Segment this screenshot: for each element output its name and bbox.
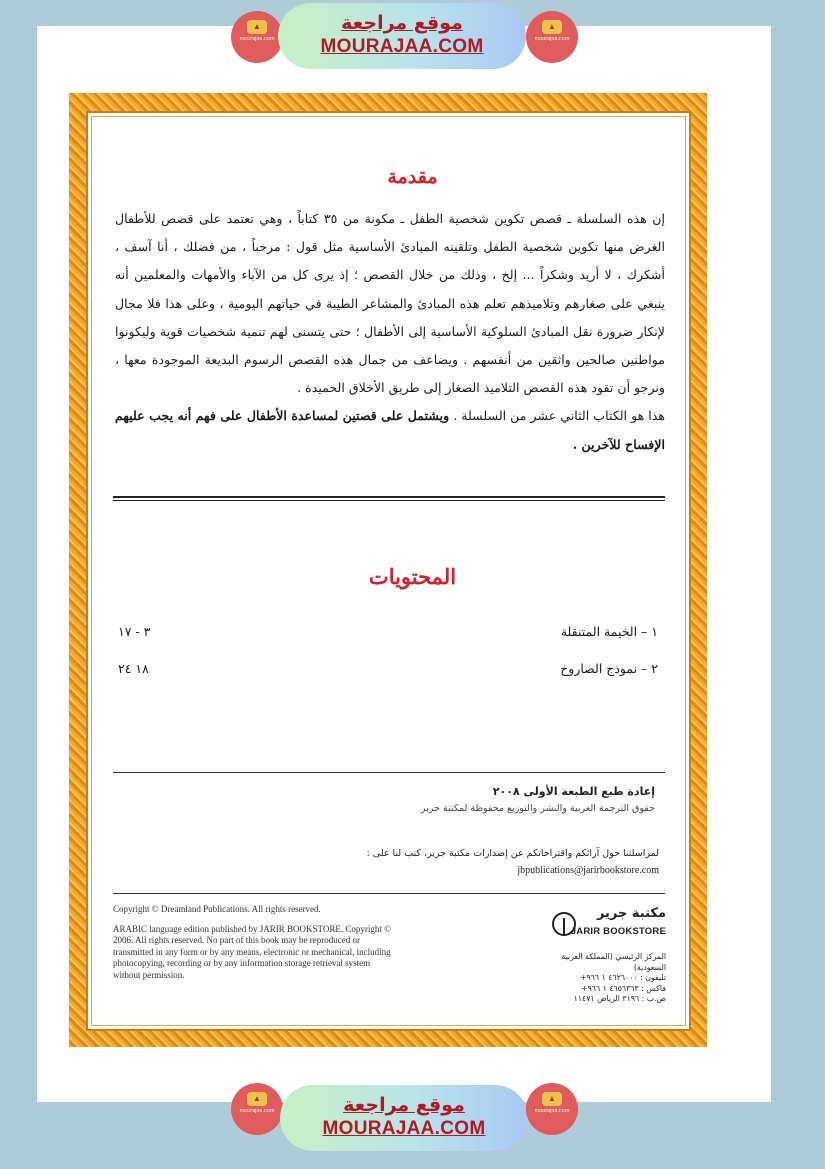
- publisher-phone: تليفون : ٤٦٢٦٠٠٠ ١ ٩٦٦+: [579, 973, 666, 982]
- contact-line: لمراسلتنا حول آرائكم واقتراحاتكم عن إصدارات مكتبة جرير، كتب لنا على :: [366, 848, 659, 859]
- logo-book-icon: ▲: [542, 20, 562, 34]
- publisher-logo: [548, 906, 666, 952]
- intro-paragraph-1: إن هذه السلسلة ـ قصص تكوين شخصية الطفل ـ مكونة من ٣٥ كتاباً ، وهي تعتمد على قصص للأطفال الغرض منها تكوين شخصية الطفل وتلقينه المبادئ الأساسية مثل قول : مرحباً ، من فضلك ، أنا آسف ، أشكرك ، لا أريد وشكراً ... إلخ ، وذلك من خلال القصص ؛ إذ يرى كل من الآباء والأمهات والمعلمين أنه ينبغي على صغارهم وتلاميذهم تعلم هذه المبادئ والمشاعر الطيبة في حياتهم اليومية ، وعلى هذا فلا مجال لإنكار ضرورة نقل المبادئ السلوكية الأساسية إلى الأطفال ؛ حتى يتسنى لهم تنمية شخصيات قوية وليكونوا مواطنين صالحين واثقين من أنفسهم . ويضاعف من جمال هذه القصص الرسوم البديعة الموجودة معها ، ونرجو أن تقود هذه القصص التلاميذ الصغار إلى طريق الأخلاق الحميدة .: [115, 211, 665, 396]
- contact-info: [367, 848, 659, 876]
- toc-item-2[interactable]: [118, 661, 658, 681]
- publisher-block: [548, 906, 666, 1005]
- logo-text: mourajaa.com: [534, 36, 570, 42]
- site-name-latin[interactable]: MOURAJAA.COM: [322, 1118, 486, 1139]
- toc-item-title: ٢ – نموذج الصاروخ: [560, 661, 658, 676]
- site-badge-top[interactable]: [278, 3, 526, 69]
- divider-line: [113, 772, 665, 773]
- logo-book-icon: ▲: [542, 1092, 562, 1106]
- reprint-info: [421, 785, 655, 814]
- reprint-rights: حقوق الترجمة العربية والنشر والتوزيع محفوظة لمكتبة جرير: [420, 803, 655, 814]
- logo-text: mourajaa.com: [534, 1108, 570, 1114]
- copyright-block: [113, 904, 393, 982]
- intro-paragraph-2-bold: ويشتمل على قصتين لمساعدة الأطفال على فهم أنه يجب عليهم الإفساح للآخرين .: [115, 408, 665, 452]
- contact-email[interactable]: jbpublications@jarirbookstore.com: [517, 865, 659, 876]
- copyright-line-1: Copyright © Dreamland Publications. All rights reserved.: [113, 904, 321, 914]
- logo-book-icon: ▲: [247, 20, 267, 34]
- logo-book-icon: ▲: [247, 1092, 267, 1106]
- site-logo-left-top[interactable]: [231, 11, 283, 63]
- publisher-english-name: JARIR BOOKSTORE: [570, 926, 666, 937]
- site-logo-right-top[interactable]: [526, 11, 578, 63]
- site-logo-right-bottom[interactable]: [526, 1083, 578, 1135]
- publisher-pobox: ص.ب : ٣١٩٦ الرياض ١١٤٧١: [573, 994, 666, 1003]
- publisher-details: [548, 952, 666, 1005]
- toc-item-title: ١ – الخيمة المتنقلة: [560, 624, 658, 639]
- toc-item-pages: ٣ - ١٧: [118, 624, 151, 639]
- section-divider: [113, 496, 665, 501]
- site-name-arabic[interactable]: موقع مراجعة: [341, 12, 463, 34]
- divider-line: [113, 893, 665, 894]
- intro-paragraph-2: [115, 402, 665, 458]
- contents-heading: المحتويات: [368, 564, 457, 589]
- logo-text: mourajaa.com: [239, 1108, 275, 1114]
- intro-paragraph-2-normal: هذا هو الكتاب الثاني عشر من السلسلة .: [449, 408, 665, 424]
- site-badge-bottom[interactable]: [280, 1085, 528, 1151]
- toc-item-1[interactable]: [118, 624, 658, 644]
- logo-text: mourajaa.com: [239, 36, 275, 42]
- intro-text: [115, 205, 665, 459]
- publisher-fax: فاكس : ٤٦٥٦٣٦٣ ١ ٩٦٦+: [581, 983, 666, 993]
- intro-heading: مقدمة: [387, 166, 438, 188]
- site-logo-left-bottom[interactable]: [231, 1083, 283, 1135]
- copyright-line-2: ARABIC language edition published by JARIR BOOKSTORE. Copyright © 2006. All rights reserved. No part of this book may be reproduced or transmitted in any form or by any means, electronic or mechanical, including photocopying, recording or by any information storage retrieval system without permission.: [113, 923, 391, 980]
- site-name-latin[interactable]: MOURAJAA.COM: [320, 36, 484, 57]
- site-name-arabic[interactable]: موقع مراجعة: [343, 1094, 465, 1116]
- toc-item-pages: ١٨ ٢٤: [118, 661, 149, 676]
- publisher-arabic-name: مكتبة جرير: [596, 906, 666, 921]
- reprint-edition: إعادة طبع الطبعة الأولى ٢٠٠٨: [492, 785, 655, 798]
- publisher-address: المركز الرئيسي (المملكة العربية السعودية): [561, 952, 666, 972]
